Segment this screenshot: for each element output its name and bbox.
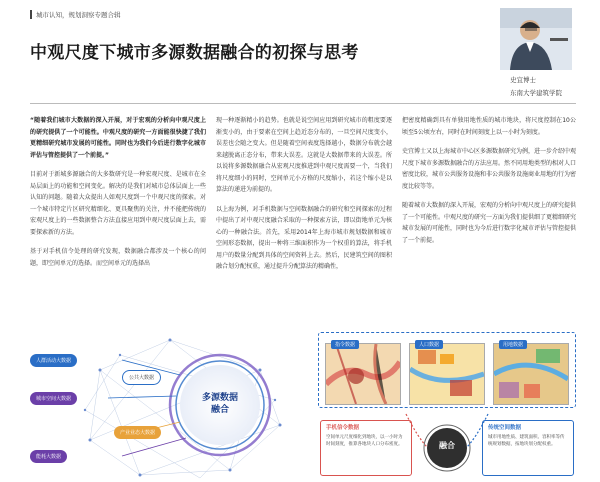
map-tag-landuse: 用地数据	[499, 340, 527, 349]
paragraph: 随着城市大数据的深入开展，宏观的分析向中观尺度上的研究提供了一个可能性。中观尺度的研究一方面为我们提供细了更精细研究城市发展的可能性，同时也为今后进行数字化城市评估与管控提供了一个前提。	[402, 202, 577, 244]
lead-paragraph: “随着我们城市大数据的深入开展，对于宏观的分析向中观尺度上的研究提供了一个可能性。中观尺度的研究一方面能很快捷了我们更精细研究城市发展的可能性。同时也为我们今后进行数字化城市评估与管控提供了一个前提。”	[30, 117, 206, 159]
divider-rule	[30, 103, 576, 104]
map-signal	[325, 343, 401, 405]
data-fusion-diagram	[30, 330, 310, 480]
fusion-map-figure	[318, 330, 576, 480]
text-column-3	[402, 115, 576, 254]
fusion-center-label: 融合	[439, 441, 455, 450]
label-crowd-data: 人群活动大数据	[30, 354, 77, 367]
traditional-data-box	[482, 420, 574, 476]
paragraph: 现一种逐渐精小的趋势。也就是说空间应用到研究城市的粗度要逐渐变小的，由于要素在空间上趋近态分布的，一旦空间尺度变小，误差也会随之变大。但是随着空间表度选择越小，数据分布就会越来越脱离正态分布，带来大误差。这就是大数据带来的大误差。所以说将多源数据融合从宏观尺度推进到中观尺度需要一个，当我们将尺度细小的同时，空间单元小方格的尺度缩小，若这个缩小是以算法的递进为前提的。	[216, 117, 392, 193]
map-frame	[318, 332, 576, 408]
author-affiliation: 东南大学建筑学院	[510, 89, 562, 97]
map-landuse	[493, 343, 569, 405]
network-graphic	[30, 330, 310, 480]
label-energy-data: 能耗大数据	[30, 450, 67, 463]
paragraph: 基于对手机信令处理的研究发现，数据融合都涉及一个核心的问题，即空间单元的选择。而空间单元的选择出	[30, 248, 206, 267]
text-column-1	[30, 115, 206, 277]
label-urban-space-data: 城市空间大数据	[30, 392, 77, 405]
author-portrait	[500, 8, 572, 70]
map-population	[409, 343, 485, 405]
map-tag-population: 人口数据	[415, 340, 443, 349]
running-header	[30, 10, 121, 19]
signal-data-text: 空间单元尺度细化到地块，以一小时为时间刻度，推算各地块人口分布密度。	[326, 435, 403, 447]
traditional-data-title: 传统空间数据	[488, 425, 522, 431]
text-column-2	[216, 115, 392, 281]
label-industry-data: 产业业态大数据	[114, 426, 161, 439]
header-bar	[30, 10, 32, 19]
paragraph: 以上海为例，对手机数据与空间数据融合的研究和空间探索的过程中提出了对中观尺度融合采取的一种探索方法，即以街地单元为核心的一种融合法。首先，采用2014年上海市城市规划数据和城市空间形态数据，提出一种将三维面积作为一个权重的算法，将手机用户的数量分配到具体的空间资料上去。然后，民建筑空间的图积融合划分配权重，通过提升分配算法的精确性，	[216, 205, 392, 270]
signal-data-title: 手机信令数据	[326, 425, 360, 431]
map-tag-signal: 指令数据	[331, 340, 359, 349]
paragraph: 目前对于新城多源融合的大多数研究是一种宏观尺度、是城市在全局层面上的功能和空间变化。解决的是我们对城市总体层面上一些认知的问题。随着大众提出人如观尺度到一个中观尺度的探索。对一个城市特定片区研究精细化、更具聚焦的关注，并不能把传统的宏观尺度上的一些数据整合方法直接应用到中观尺度层面上去，需要探索新的方法。	[30, 171, 206, 236]
signal-data-box	[320, 420, 412, 476]
paragraph: 史宜博士又以上海城市中心区多源数据研究为例，进一步介绍中观尺度下城市多源数据融合的方法应用。然不同用地类型的相对人口密度比较，城市公共服务设施和非公共服务设施商业用地的行为密度比较等等。	[402, 148, 577, 190]
article-title: 中观尺度下城市多源数据融合的初探与思考	[30, 43, 359, 63]
header-label: 城市认知，规划洞察专题合辑	[36, 11, 121, 19]
label-public-data: 公共大数据	[122, 370, 161, 385]
author-name: 史宜博士	[510, 76, 536, 84]
paragraph: 把密度精确到具有单独用地性质的城市地块，将尺度控制在10公顷至5公顷左右，同时在时间刻度上以一小时为刻度。	[402, 117, 576, 136]
traditional-data-text: 城市用地性质、建筑面积、容积率等传统规划数据，按地块划分配权重。	[488, 435, 565, 447]
center-label: 多源数据融合	[201, 393, 238, 415]
